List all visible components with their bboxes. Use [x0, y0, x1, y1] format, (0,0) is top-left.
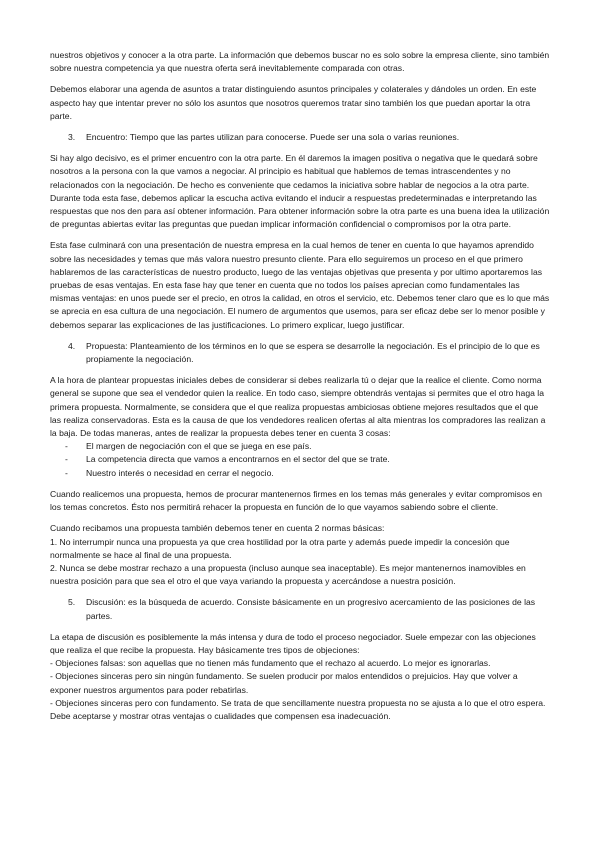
numbered-item-encuentro [50, 131, 550, 144]
list-item [50, 467, 550, 480]
paragraph: Si hay algo decisivo, es el primer encuentro con la otra parte. En él daremos la imagen positiva o negativa que le quedará sobre nosotros a la persona con la que vamos a negociar. Al principio es habitual que hablemos de temas intrascendentes y no relacionados con la negociación. De hecho es conveniente que cedamos la iniciativa sobre hablar de negocios a la otra parte. Durante toda esta fase, debemos aplicar la escucha activa evitando el inducir a respuestas predeterminadas e interpretando las respuestas que nos den para así obtener información. Para obtener información sobre la otra parte es una buena idea la utilización de preguntas abiertas evitar las preguntas que puedan implicar información confidencial o compromisos por la otra parte. [50, 153, 550, 230]
numbered-item-propuesta [50, 340, 550, 366]
paragraph-line: 1. No interrumpir nunca una propuesta ya que crea hostilidad por la otra parte y además puede impedir la concesión que normalmente se hace al final de una propuesta. [50, 536, 510, 560]
item-text: Encuentro: Tiempo que las partes utilizan para conocerse. Puede ser una sola o varias reuniones. [86, 132, 460, 143]
paragraph-line: - Objeciones sinceras pero con fundamento. Se trata de que sencillamente nuestra propuesta no se ajusta a lo que el otro espera. Debe aceptarse y mostrar otras ventajas o cualidades que compensen esa inadecuación. [50, 697, 546, 721]
paragraph-line: Cuando recibamos una propuesta también debemos tener en cuenta 2 normas básicas: [50, 523, 385, 534]
item-number: 5. [68, 597, 76, 608]
paragraph-line: - Objeciones sinceras pero sin ningún fundamento. Se suelen producir por malos entendidos o prejuicios. Hay que volver a exponer nuestros argumentos para poder rebatirlas. [50, 671, 518, 695]
list-item-text: El margen de negociación con el que se juega en ese país. [86, 441, 312, 452]
bullet-dash: - [65, 467, 68, 478]
list-item [50, 453, 550, 466]
paragraph-group [50, 631, 550, 723]
numbered-item-discusion [50, 596, 550, 622]
bullet-list [50, 440, 550, 480]
list-item-text: Nuestro interés o necesidad en cerrar el negocio. [86, 467, 274, 478]
paragraph-line: - Objeciones falsas: son aquellas que no tienen más fundamento que el rechazo al acuerdo. Lo mejor es ignorarlas. [50, 658, 491, 669]
item-text: Propuesta: Planteamiento de los términos en lo que se espera se desarrolle la negociación. Es el principio de lo que es propiamente la negociación. [86, 340, 540, 365]
document-body [50, 49, 550, 723]
paragraph: Esta fase culminará con una presentación de nuestra empresa en la cual hemos de tener en cuenta lo que hayamos aprendido sobre las necesidades y temas que más valora nuestro presunto cliente. Para ello seguiremos un proceso en el que primero hablaremos de las características de nuestro producto, luego de las ventajas objetivas que presenta y por ultimo aportaremos las pruebas de esas ventajas. En esta fase hay que tener en cuenta que no todos los países aprecian como fundamentales las mismas ventajas: en unos puede ser el precio, en otros la calidad, en otros el servicio, etc. Debemos tener claro que es lo que más se aprecia en esa cultura de una negociación. El numero de argumentos que usemos, para ser eficaz debe ser lo menor posible y debemos separar las explicaciones de las justificaciones. Lo primero explicar, luego justificar. [50, 240, 550, 330]
item-text: Discusión: es la búsqueda de acuerdo. Consiste básicamente en un progresivo acercamiento de las posiciones de las partes. [86, 597, 536, 621]
item-number: 3. [68, 132, 76, 143]
list-item-text: La competencia directa que vamos a encontrarnos en el sector del que se trate. [86, 454, 390, 465]
paragraph-group [50, 522, 550, 588]
bullet-dash: - [65, 441, 68, 452]
paragraph: Cuando realicemos una propuesta, hemos de procurar mantenernos firmes en los temas más generales y evitar compromisos en los temas concretos. Ésto nos permitirá rehacer la propuesta en función de lo que vayamos sabiendo sobre el cliente. [50, 488, 542, 513]
paragraph-line: La etapa de discusión es posiblemente la más intensa y dura de todo el proceso negociador. Suele empezar con las objeciones que realiza el que recibe la propuesta. Hay básicamente tres tipos de objeciones: [50, 631, 536, 655]
paragraph-line: 2. Nunca se debe mostrar rechazo a una propuesta (incluso aunque sea inaceptable). Es mejor mantenernos inamovibles en nuestra posición para que sea el otro el que vaya variando la propuesta y acercándose a nuestra posición. [50, 562, 526, 587]
paragraph: Debemos elaborar una agenda de asuntos a tratar distinguiendo asuntos principales y colaterales y dándoles un orden. En este aspecto hay que intentar prever no sólo los asuntos que nosotros queremos tratar sino también los que puedan aportar la otra parte. [50, 84, 537, 121]
bullet-dash: - [65, 454, 68, 465]
list-item [50, 440, 550, 453]
paragraph: A la hora de plantear propuestas iniciales debes de considerar si debes realizarla tú o dejar que la realice el cliente. Como norma general se supone que sea el vendedor quien la realice. En todo caso, siempre obtendrás ventajas si permites que el otro haga la primera propuesta. Normalmente, se considera que el que realiza propuestas ambiciosas obtiene mejores resultados que el que las realiza conservadoras. Esta es la causa de que los vendedores realicen ofertas al alta mientras los compradores las realizan a la baja. De todas maneras, antes de realizar la propuesta debes tener en cuenta 3 cosas: [50, 375, 546, 439]
item-number: 4. [68, 340, 76, 351]
paragraph: nuestros objetivos y conocer a la otra parte. La información que debemos buscar no es solo sobre la empresa cliente, sino también sobre nuestra competencia ya que nuestra oferta será inevitablemente comparada con otras. [50, 50, 550, 74]
